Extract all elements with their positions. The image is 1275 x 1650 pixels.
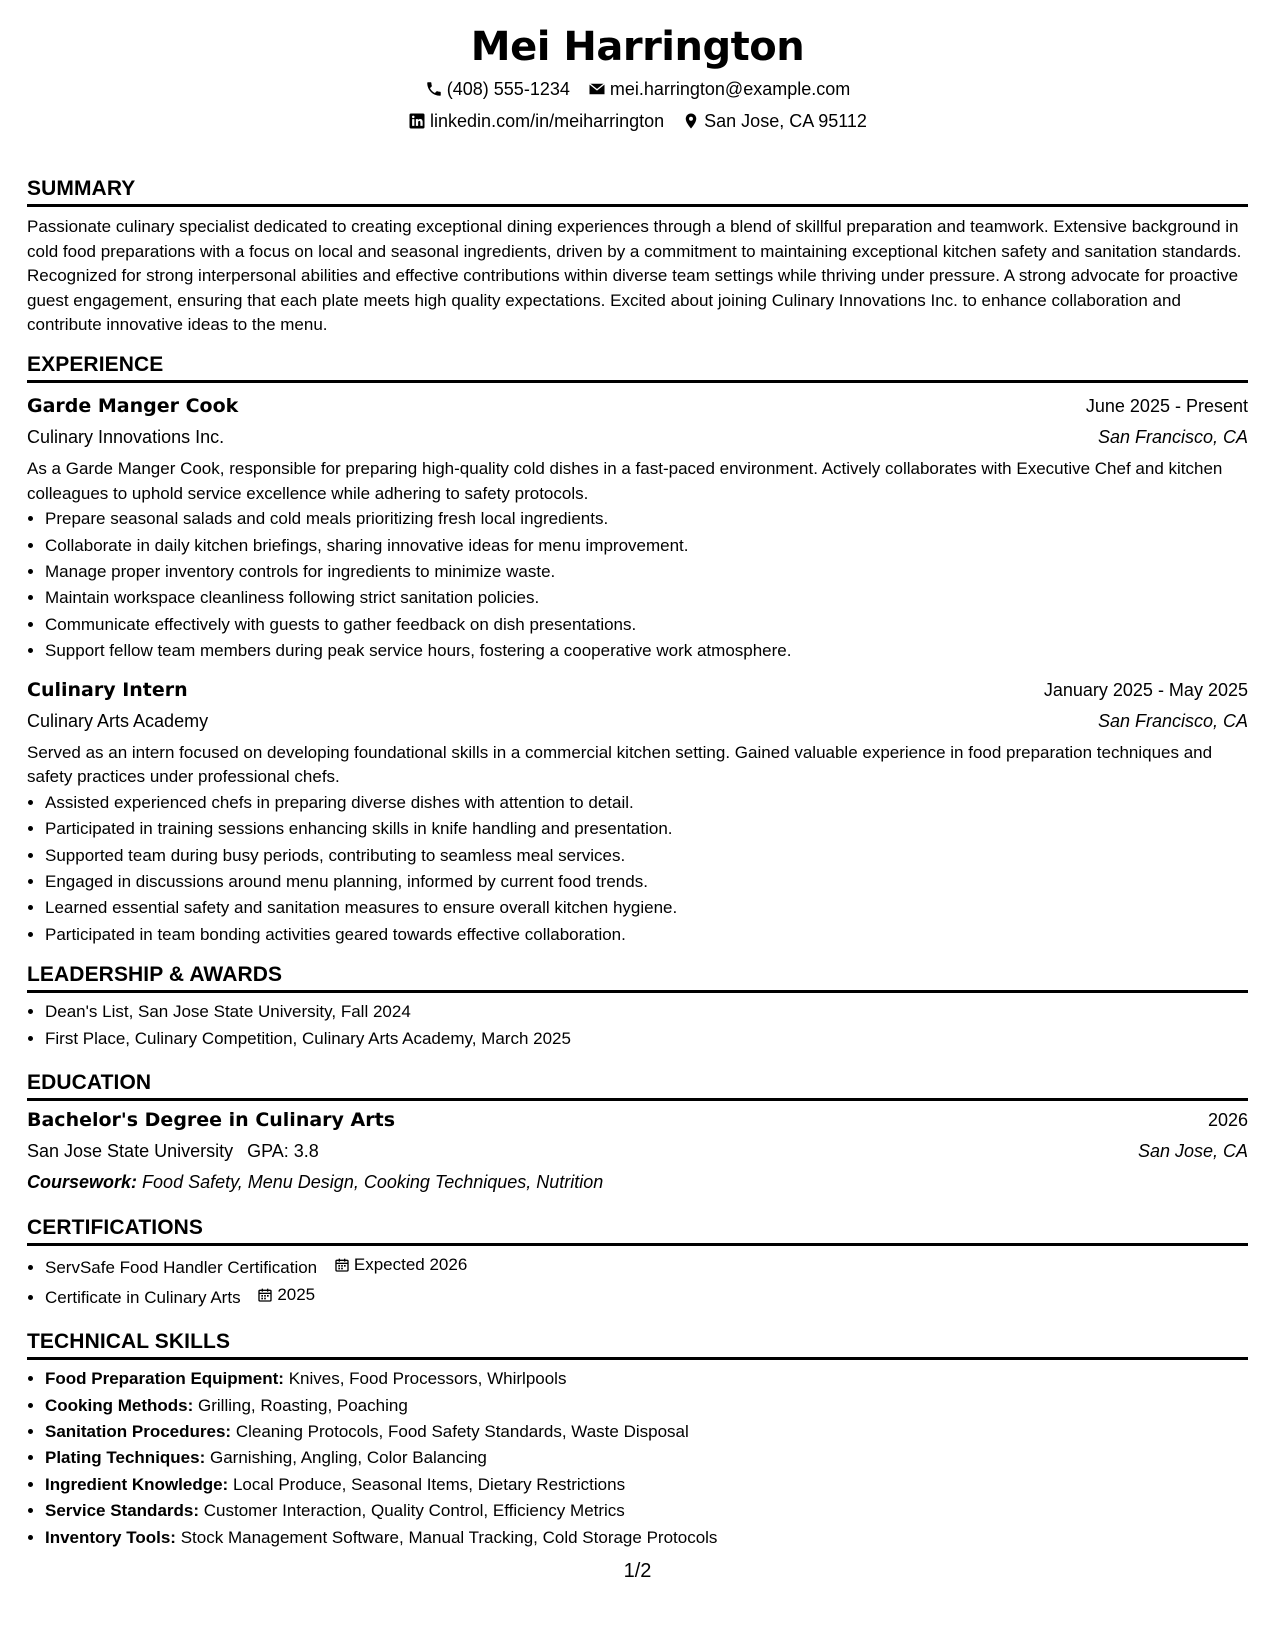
skill-category: Plating Techniques:: [45, 1448, 206, 1468]
skill-values: Local Produce, Seasonal Items, Dietary Restrictions: [232, 1474, 626, 1494]
school-name: San Jose State University: [27, 1141, 234, 1162]
job-organization: Culinary Innovations Inc.: [27, 426, 225, 447]
certifications-list: [27, 1252, 1248, 1311]
skill-values: Garnishing, Angling, Color Balancing: [210, 1448, 487, 1468]
leadership-list: [27, 999, 1248, 1052]
degree-title: Bachelor's Degree in Culinary Arts: [27, 1109, 396, 1132]
list-item: • Manage proper inventory controls for ingredients to minimize waste.: [45, 559, 1248, 585]
list-item: [45, 1498, 1248, 1524]
contact-linkedin[interactable]: [408, 110, 664, 132]
skill-category: Cooking Methods:: [45, 1395, 194, 1415]
job-entry: [27, 391, 1248, 665]
candidate-name: Mei Harrington: [470, 24, 805, 70]
coursework-label: Coursework:: [27, 1172, 138, 1193]
list-item: [45, 1525, 1248, 1551]
leadership-section: [27, 962, 1248, 1052]
skills-heading: TECHNICAL SKILLS: [27, 1329, 1248, 1360]
job-description: As a Garde Manger Cook, responsible for preparing high-quality cold dishes in a fast-paced environment. Actively collaborates with Executive Chef and kitchen colleagues to uphold service excellence while adhering to safety protocols.: [27, 458, 1223, 503]
job-location: San Francisco, CA: [1097, 426, 1248, 447]
list-item: • Supported team during busy periods, contributing to seamless meal services.: [45, 843, 1248, 869]
list-item: • Engaged in discussions around menu planning, informed by current food trends.: [45, 869, 1248, 895]
linkedin-icon: [408, 112, 426, 130]
list-item: • First Place, Culinary Competition, Culinary Arts Academy, March 2025: [45, 1026, 1248, 1052]
skill-category: Inventory Tools:: [45, 1527, 176, 1547]
skills-section: [27, 1329, 1248, 1551]
leadership-heading: LEADERSHIP & AWARDS: [27, 962, 1248, 993]
gpa: GPA: 3.8: [247, 1141, 319, 1162]
list-item: [45, 1419, 1248, 1445]
skill-category: Food Preparation Equipment:: [45, 1369, 284, 1389]
contact-line-2: [27, 110, 1248, 132]
skill-values: Cleaning Protocols, Food Safety Standards, Waste Disposal: [235, 1422, 689, 1442]
job-location: San Francisco, CA: [1097, 710, 1248, 731]
list-item: [45, 1282, 1248, 1312]
job-title: Garde Manger Cook: [27, 394, 239, 417]
page-number: 1/2: [623, 1560, 652, 1582]
phone-icon: [425, 80, 443, 98]
skill-values: Knives, Food Processors, Whirlpools: [288, 1369, 567, 1389]
contact-line-1: [27, 78, 1248, 100]
list-item: • Assisted experienced chefs in preparing diverse dishes with attention to detail.: [45, 790, 1248, 816]
job-entry: [27, 675, 1248, 949]
skills-list: [27, 1366, 1248, 1551]
coursework-list: Food Safety, Menu Design, Cooking Techniques, Nutrition: [142, 1172, 604, 1193]
job-bullets: [27, 790, 1248, 948]
list-item: • Collaborate in daily kitchen briefings, sharing innovative ideas for menu improvement.: [45, 533, 1248, 559]
school-location: San Jose, CA: [1137, 1141, 1248, 1162]
list-item: • Maintain workspace cleanliness following strict sanitation policies.: [45, 585, 1248, 611]
contact-email[interactable]: [588, 78, 850, 100]
experience-section: [27, 352, 1248, 948]
envelope-icon: [588, 80, 606, 98]
skill-category: Sanitation Procedures:: [45, 1422, 232, 1442]
job-organization: Culinary Arts Academy: [27, 710, 209, 731]
calendar-icon: [334, 1257, 350, 1273]
skill-category: Ingredient Knowledge:: [45, 1474, 229, 1494]
certifications-section: [27, 1215, 1248, 1311]
list-item: [45, 1393, 1248, 1419]
list-item: • Participated in training sessions enhancing skills in knife handling and presentation.: [45, 816, 1248, 842]
skill-values: Stock Management Software, Manual Tracking, Cold Storage Protocols: [180, 1527, 718, 1547]
job-title: Culinary Intern: [27, 678, 188, 701]
graduation-year: 2026: [1207, 1110, 1248, 1131]
list-item: • Learned essential safety and sanitation measures to ensure overall kitchen hygiene.: [45, 895, 1248, 921]
list-item: • Dean's List, San Jose State University, Fall 2024: [45, 999, 1248, 1025]
job-description: Served as an intern focused on developing foundational skills in a commercial kitchen setting. Gained valuable experience in food preparation techniques and safety practices under professional chefs.: [27, 742, 1213, 787]
skill-values: Grilling, Roasting, Poaching: [198, 1395, 408, 1415]
contact-phone[interactable]: [425, 78, 570, 100]
summary-section: [27, 176, 1248, 338]
experience-heading: EXPERIENCE: [27, 352, 1248, 383]
map-pin-icon: [682, 112, 700, 130]
list-item: [45, 1366, 1248, 1392]
list-item: [45, 1472, 1248, 1498]
email-text: mei.harrington@example.com: [609, 79, 851, 99]
coursework: [27, 1167, 1248, 1197]
education-section: [27, 1070, 1248, 1197]
education-heading: EDUCATION: [27, 1070, 1248, 1101]
list-item: • Prepare seasonal salads and cold meals prioritizing fresh local ingredients.: [45, 506, 1248, 532]
certification-name: Certificate in Culinary Arts: [45, 1287, 241, 1307]
calendar-icon: [257, 1287, 273, 1303]
list-item: [45, 1445, 1248, 1471]
summary-text: Passionate culinary specialist dedicated to creating exceptional dining experiences through a blend of skillful preparation and teamwork. Extensive background in cold food preparations with a focus on local and seasonal ingredients, driven by a commitment to maintaining exceptional kitchen safety and sanitation standards. Recognized for strong interpersonal abilities and effective contributions within diverse team settings while thriving under pressure. A strong advocate for proactive guest engagement, ensuring that each plate meets high quality expectations. Excited about joining Culinary Innovations Inc. to enhance collaboration and contribute innovative ideas to the menu.: [27, 217, 1242, 335]
certifications-heading: CERTIFICATIONS: [27, 1215, 1248, 1246]
list-item: • Communicate effectively with guests to gather feedback on dish presentations.: [45, 612, 1248, 638]
certification-name: ServSafe Food Handler Certification: [45, 1258, 318, 1278]
certification-date: Expected 2026: [353, 1255, 468, 1275]
job-date: January 2025 - May 2025: [1043, 679, 1248, 700]
skill-category: Service Standards:: [45, 1501, 200, 1521]
contact-location: [682, 110, 867, 132]
skill-values: Customer Interaction, Quality Control, Efficiency Metrics: [203, 1501, 625, 1521]
list-item: [45, 1252, 1248, 1282]
phone-text: (408) 555-1234: [446, 79, 570, 99]
list-item: • Participated in team bonding activities geared towards effective collaboration.: [45, 922, 1248, 948]
linkedin-text: linkedin.com/in/meiharrington: [430, 111, 665, 131]
job-bullets: [27, 506, 1248, 664]
certification-date: 2025: [277, 1284, 316, 1304]
summary-heading: SUMMARY: [27, 176, 1248, 207]
job-date: June 2025 - Present: [1085, 395, 1248, 416]
location-text: San Jose, CA 95112: [704, 111, 867, 131]
list-item: • Support fellow team members during peak service hours, fostering a cooperative work atmosphere.: [45, 638, 1248, 664]
